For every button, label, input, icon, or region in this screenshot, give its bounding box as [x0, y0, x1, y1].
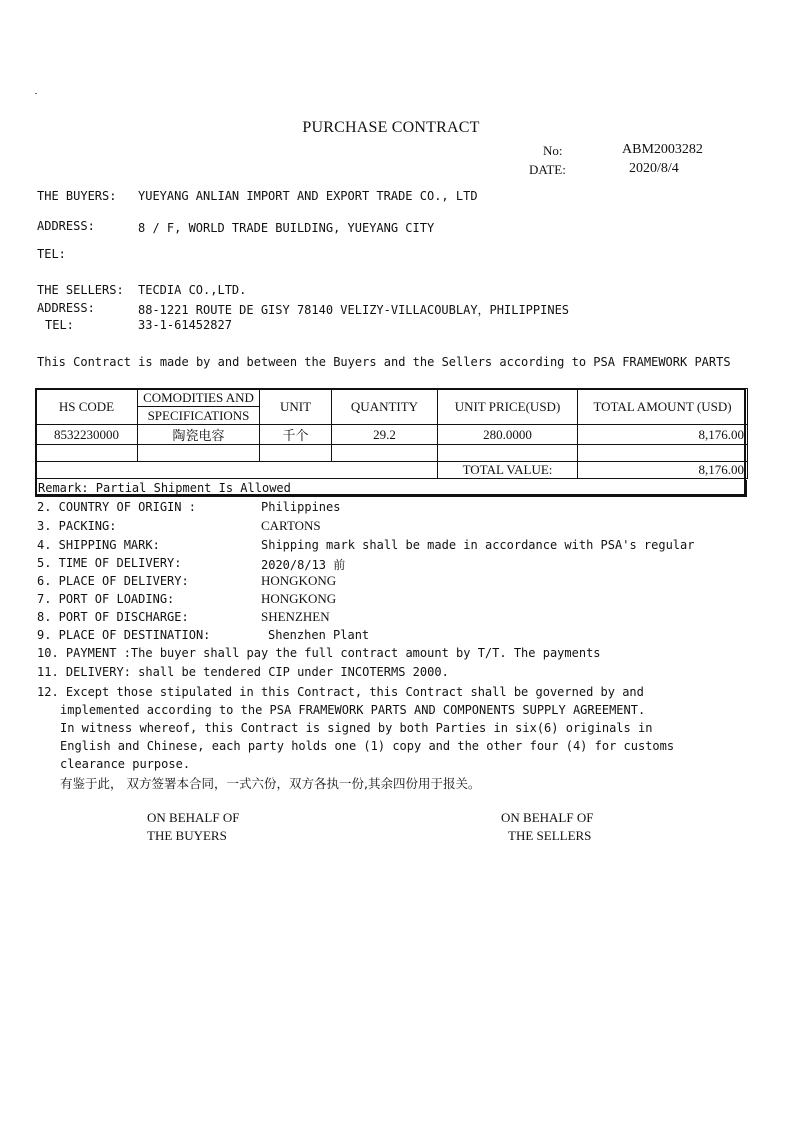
cell-unit-price: 280.0000 [438, 425, 578, 445]
table-header-row [36, 389, 748, 425]
clause-12-chinese-line: 有鉴于此， 双方签署本合同，一式六份，双方各执一份,其余四份用于报关。 [60, 776, 481, 791]
date-value: 2020/8/4 [629, 161, 679, 176]
clause-12-line: clearance purpose. [60, 757, 191, 771]
clause-value: Philippines [261, 500, 341, 514]
total-value-label: TOTAL VALUE: [438, 462, 578, 479]
clause-value: CARTONS [261, 518, 321, 533]
buyers-label: THE BUYERS: [37, 189, 117, 203]
cell-commodity: 陶瓷电容 [138, 425, 260, 445]
sellers-tel-label: TEL: [45, 318, 74, 332]
contract-no-label: No: [543, 143, 563, 158]
clause-label: 5. TIME OF DELIVERY: [37, 556, 182, 570]
clause-value: HONGKONG [261, 591, 337, 606]
sellers-address: 88-1221 ROUTE DE GISY 78140 VELIZY-VILLACOUBLAY，PHILIPPINES [138, 303, 570, 317]
header-commodities [138, 389, 260, 425]
header-commodities-line1: COMODITIES AND [143, 390, 254, 405]
cell-unit: 千个 [260, 425, 332, 445]
remark-row: Remark: Partial Shipment Is Allowed [35, 480, 747, 497]
clause-value: Shenzhen Plant [268, 628, 370, 642]
clause-value: Shipping mark shall be made in accordance with PSA's regular [261, 538, 695, 552]
buyers-address-label: ADDRESS: [37, 219, 95, 233]
clause-10-payment: 10. PAYMENT :The buyer shall pay the full contract amount by T/T. The payments [37, 646, 601, 660]
clause-value: 2020/8/13 前 [261, 558, 346, 572]
buyers-signature-line1: ON BEHALF OF [147, 810, 240, 825]
clause-label: 8. PORT OF DISCHARGE: [37, 610, 189, 624]
cell-empty [332, 445, 438, 462]
clause-label: 7. PORT OF LOADING: [37, 592, 175, 606]
buyers-signature-line2: THE BUYERS [147, 828, 227, 843]
sellers-name: TECDIA CO.,LTD. [138, 283, 247, 297]
sellers-signature-line2: THE SELLERS [508, 828, 592, 843]
cell-empty [438, 445, 578, 462]
scan-speck [35, 93, 37, 94]
buyers-tel-label: TEL: [37, 247, 66, 261]
clause-label: 4. SHIPPING MARK: [37, 538, 160, 552]
clause-12-line: In witness whereof, this Contract is signed by both Parties in six(6) originals in [60, 721, 653, 735]
cell-total-spacer [36, 462, 438, 479]
clause-label: 2. COUNTRY OF ORIGIN : [37, 500, 196, 514]
cell-hs-code: 8532230000 [36, 425, 138, 445]
sellers-tel: 33-1-61452827 [138, 318, 232, 332]
clause-12-line: English and Chinese, each party holds one (1) copy and the other four (4) for customs [60, 739, 675, 753]
clause-12-line: 12. Except those stipulated in this Contract, this Contract shall be governed by and [37, 685, 644, 699]
header-quantity: QUANTITY [332, 389, 438, 425]
header-unit-price: UNIT PRICE(USD) [438, 389, 578, 425]
cell-total: 8,176.00 [578, 425, 748, 445]
cell-empty [138, 445, 260, 462]
clause-label: 6. PLACE OF DELIVERY: [37, 574, 189, 588]
cell-empty [578, 445, 748, 462]
clause-label: 9. PLACE OF DESTINATION: [37, 628, 211, 642]
header-unit: UNIT [260, 389, 332, 425]
table-row-empty [36, 445, 748, 462]
contract-intro: This Contract is made by and between the Buyers and the Sellers according to PSA FRAMEWORK PARTS [37, 355, 731, 369]
document-title: PURCHASE CONTRACT [302, 119, 480, 136]
clause-12-line: implemented according to the PSA FRAMEWORK PARTS AND COMPONENTS SUPPLY AGREEMENT. [60, 703, 646, 717]
clause-11-delivery: 11. DELIVERY: shall be tendered CIP under INCOTERMS 2000. [37, 665, 449, 679]
clause-value: SHENZHEN [261, 609, 330, 624]
sellers-signature-line1: ON BEHALF OF [501, 810, 594, 825]
table-row [36, 425, 748, 445]
cell-empty [260, 445, 332, 462]
header-hs-code: HS CODE [36, 389, 138, 425]
cell-empty [36, 445, 138, 462]
total-value: 8,176.00 [578, 462, 748, 479]
header-commodities-line2: SPECIFICATIONS [138, 406, 259, 424]
header-total-amount: TOTAL AMOUNT (USD) [578, 389, 748, 425]
clause-label: 3. PACKING: [37, 519, 117, 533]
contract-no-value: ABM2003282 [622, 142, 703, 157]
sellers-address-label: ADDRESS: [37, 301, 95, 315]
cell-quantity: 29.2 [332, 425, 438, 445]
buyers-name: YUEYANG ANLIAN IMPORT AND EXPORT TRADE CO., LTD [138, 189, 478, 203]
goods-table [35, 388, 748, 479]
date-label: DATE: [529, 162, 566, 177]
clause-value: HONGKONG [261, 573, 337, 588]
buyers-address: 8 / F, WORLD TRADE BUILDING, YUEYANG CITY [138, 221, 435, 235]
sellers-label: THE SELLERS: [37, 283, 124, 297]
table-total-row [36, 462, 748, 479]
